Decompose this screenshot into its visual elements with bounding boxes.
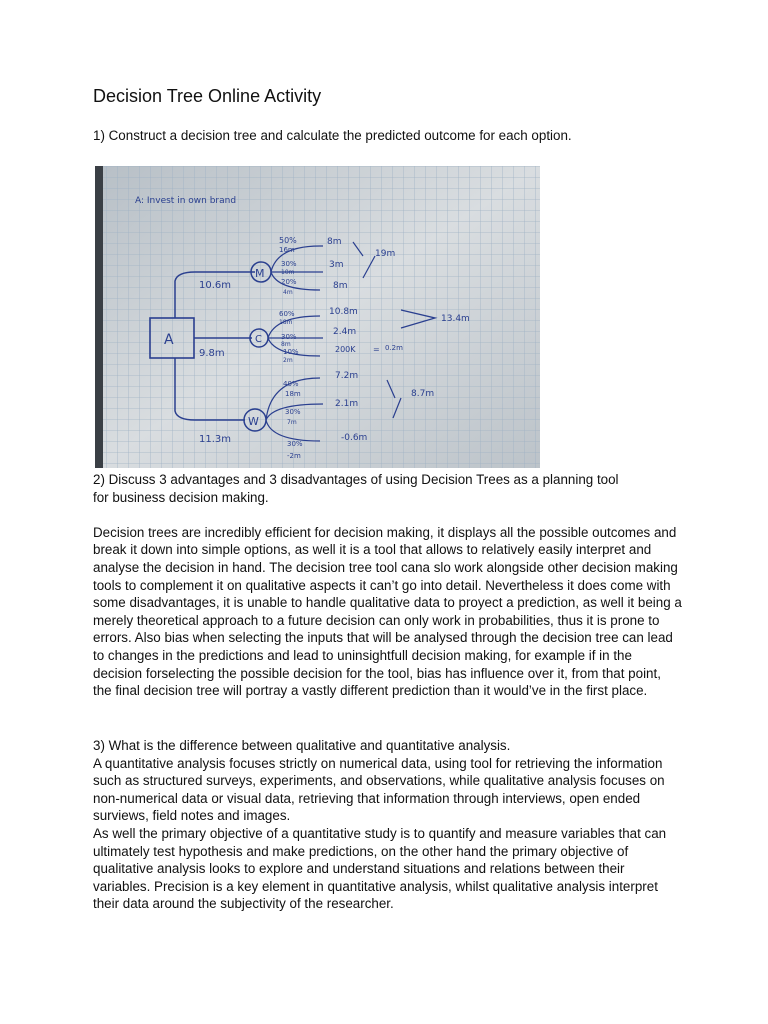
c-prob-2: 30% [281,333,297,341]
c-value-4: 0.2m [385,344,403,352]
branch-m-cost: 10.6m [199,280,232,291]
question-2: 2) Discuss 3 advantages and 3 disadvantages of using Decision Trees as a planning tool for business decision making. [93,472,619,505]
m-result: 19m [375,249,396,259]
c-prob-1: 60% [279,310,295,318]
c-payoff-1: 18m [279,319,293,326]
svg-text:=: = [373,345,380,354]
w-value-3: -0.6m [341,433,368,443]
question-3: 3) What is the difference between qualitative and quantitative analysis. [93,738,511,753]
c-value-1: 10.8m [329,307,358,317]
w-payoff-3: -2m [287,452,301,460]
m-value-1: 8m [327,237,342,247]
m-payoff-1: 16m [279,246,295,254]
c-prob-3: 10% [283,348,299,356]
m-payoff-2: 10m [281,269,295,276]
decision-node-label: A [164,332,174,348]
m-prob-1: 50% [279,236,297,245]
c-value-2: 2.4m [333,327,357,337]
decision-tree-sketch [95,166,540,468]
question-3-paragraph-1: A quantitative analysis focuses strictly on numerical data, using tool for retrieving the information such as structured surveys, experiments, and observations, while qualitative analysis focuses on non-numerical data or visual data, retrieving that information through interviews, open ended surviews, field notes and images. [93,755,665,824]
question-1: 1) Construct a decision tree and calculate the predicted outcome for each option. [93,128,572,143]
chance-node-m-label: M [255,267,265,280]
w-value-1: 7.2m [335,371,359,381]
decision-tree-photo [95,166,540,468]
c-value-3: 200K [335,345,356,354]
w-result: 8.7m [411,389,435,399]
w-payoff-2: 7m [287,419,297,426]
question-2-section [93,471,683,700]
branch-c-cost: 9.8m [199,348,225,359]
w-prob-2: 30% [285,408,301,416]
chance-node-w-label: W [248,415,259,428]
m-prob-2: 30% [281,260,297,268]
branch-w-cost: 11.3m [199,434,232,445]
w-prob-1: 40% [283,380,299,388]
m-value-3: 8m [333,281,348,291]
chance-node-c-label: C [255,334,262,345]
w-prob-3: 30% [287,440,303,448]
w-payoff-1: 18m [285,390,301,398]
m-payoff-3: 4m [283,289,293,296]
question-3-paragraph-2: As well the primary objective of a quantitative study is to quantify and measure variables that can ultimately test hypothesis and make predictions, on the other hand the primary objective of qualitative analysis looks to explore and understand situations and relations between their variables. Precision is a key element in quantitative analysis, whilst qualitative analysis interpret their data around the subjectivity of the researcher. [93,825,667,912]
document-title: Decision Tree Online Activity [93,86,322,106]
question-2-answer: Decision trees are incredibly efficient for decision making, it displays all the possible outcomes and break it down into simple options, as well it is a tool that allows to relatively easily interpret and analyse the decision in hand. The decision tree tool cana slo work alongside other decision making tools to complement it on qualitative aspects it can’t go into detail. Nevertheless it does come with some disadvantages, it is unable to handle qualitative data to proyect a prediction, as well it being a merely theoretical approach to a future decision can only work in probabilities, thus it is prone to errors. Also bias when selecting the inputs that will be analysed through the decision tree can lead to changes in the predictions and lead to uninsightfull decision making, for example if in the decision forselecting the possible decision for the tool, bias has influence over it, from that point, the final decision tree will portray a vastly different prediction than it would’ve in the first place. [93,524,682,699]
c-payoff-3: 2m [283,357,293,364]
sketch-header: A: Invest in own brand [135,196,237,206]
c-payoff-2: 8m [281,341,291,348]
w-value-2: 2.1m [335,399,359,409]
c-result: 13.4m [441,314,470,324]
m-prob-3: 20% [281,278,297,286]
question-3-section [93,737,683,913]
m-value-2: 3m [329,260,344,270]
